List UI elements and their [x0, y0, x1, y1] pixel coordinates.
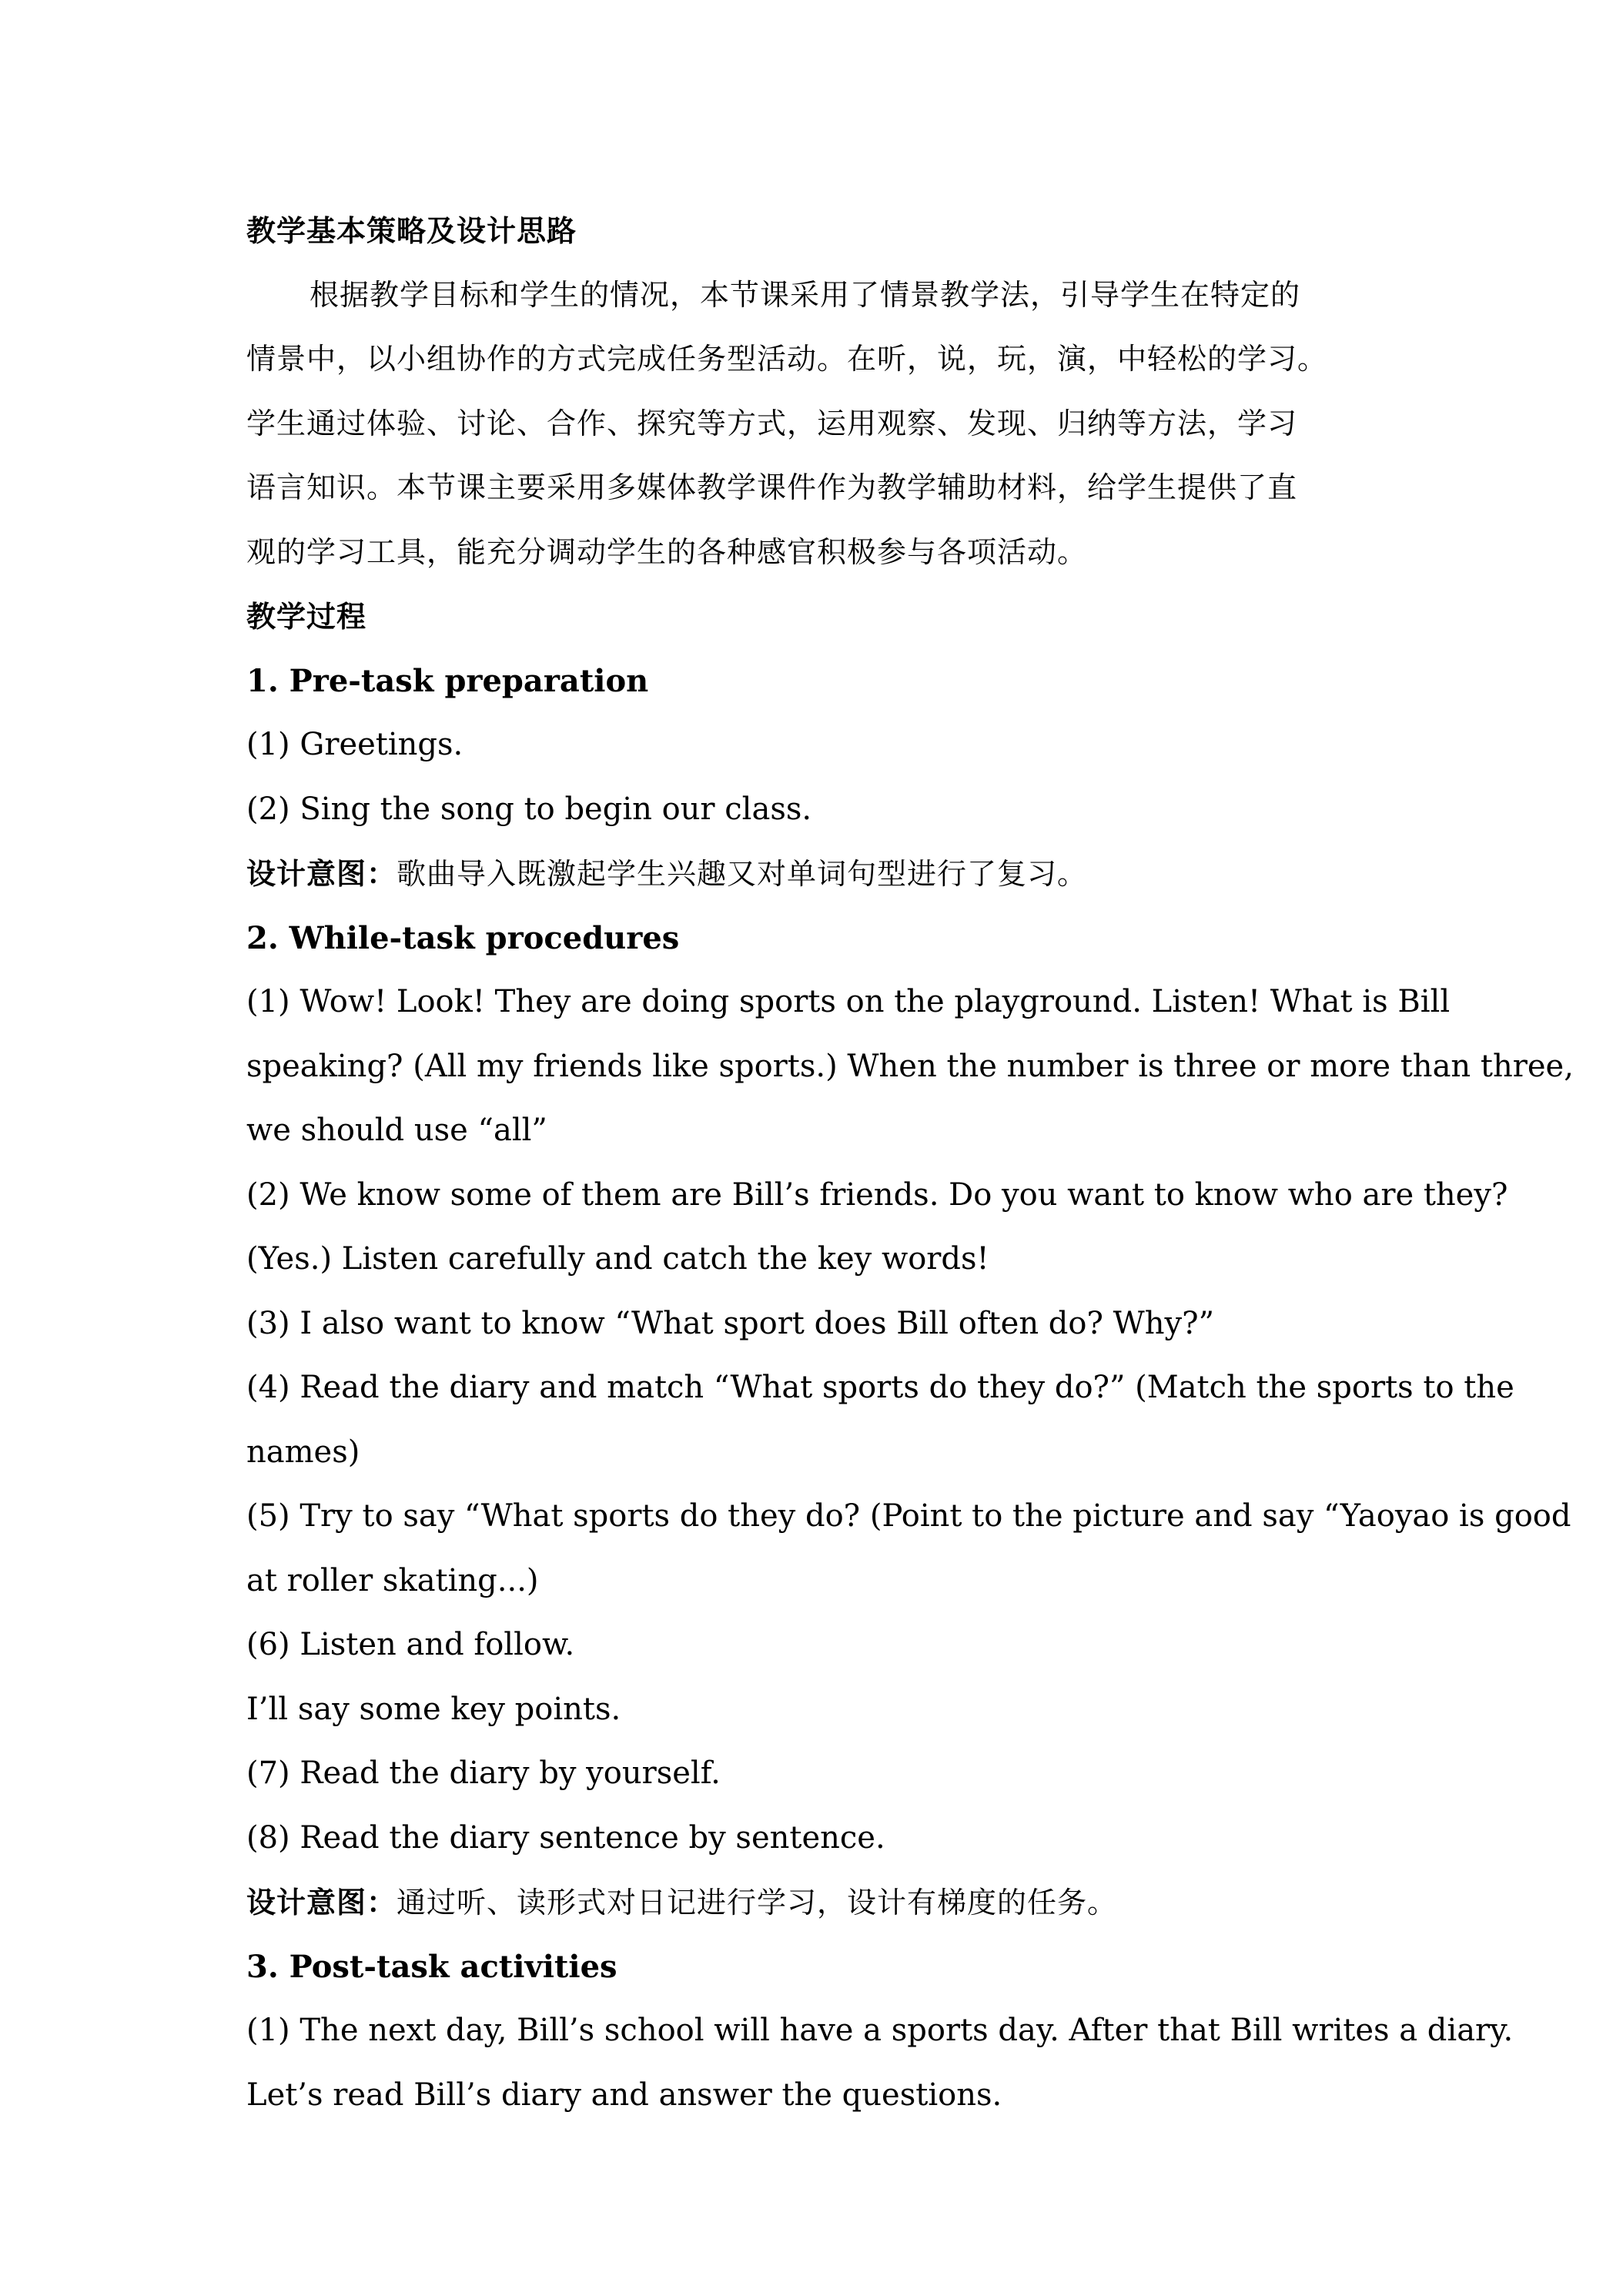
- while-task-line: (8) Read the diary sentence by sentence.: [246, 1819, 885, 1856]
- design-intent-label: 设计意图：: [246, 1885, 397, 1919]
- while-task-line: speaking? (All my friends like sports.) When the number is three or more than three,: [246, 1048, 1574, 1084]
- while-task-line: (1) Wow! Look! They are doing sports on the playground. Listen! What is Bill: [246, 984, 1451, 1019]
- strategy-paragraph-line: 根据教学目标和学生的情况，本节课采用了情景教学法，引导学生在特定的: [310, 277, 1301, 312]
- strategy-paragraph-line: 观的学习工具，能充分调动学生的各种感官积极参与各项活动。: [246, 534, 1088, 569]
- while-task-line: (4) Read the diary and match “What sports do they do?” (Match the sports to the: [246, 1370, 1514, 1405]
- while-task-line: (5) Try to say “What sports do they do? (Point to the picture and say “Yaoyao is good: [246, 1498, 1571, 1534]
- post-task-heading: 3. Post-task activities: [246, 1948, 617, 1985]
- pre-task-heading: 1. Pre-task preparation: [246, 662, 649, 699]
- while-task-line: I’ll say some key points.: [246, 1691, 621, 1727]
- while-task-line: (3) I also want to know “What sport does Bill often do? Why?”: [246, 1305, 1215, 1341]
- process-heading: 教学过程: [246, 599, 367, 634]
- while-task-line: we should use “all”: [246, 1113, 547, 1148]
- strategy-paragraph-line: 情景中，以小组协作的方式完成任务型活动。在听，说，玩，演，中轻松的学习。: [246, 342, 1328, 376]
- post-task-line: Let’s read Bill’s diary and answer the questions.: [246, 2077, 1002, 2113]
- post-task-line: (1) The next day, Bill’s school will have a sports day. After that Bill writes a diary.: [246, 2013, 1514, 2048]
- while-task-line: (2) We know some of them are Bill’s friends. Do you want to know who are they?: [246, 1176, 1508, 1213]
- strategy-paragraph-line: 语言知识。本节课主要采用多媒体教学课件作为教学辅助材料，给学生提供了直: [246, 470, 1298, 504]
- pre-task-item: (2) Sing the song to begin our class.: [246, 791, 812, 827]
- strategy-heading: 教学基本策略及设计思路: [246, 213, 577, 248]
- design-intent-text: 歌曲导入既激起学生兴趣又对单词句型进行了复习。: [397, 857, 1088, 891]
- strategy-paragraph-line: 学生通过体验、讨论、合作、探究等方式，运用观察、发现、归纳等方法，学习: [246, 406, 1298, 440]
- design-intent-label: 设计意图：: [246, 856, 397, 891]
- while-task-line: names): [246, 1434, 360, 1470]
- while-task-line: at roller skating...): [246, 1562, 539, 1598]
- while-task-design-intent: [246, 1870, 1378, 1935]
- while-task-heading: 2. While-task procedures: [246, 919, 680, 956]
- while-task-line: (6) Listen and follow.: [246, 1627, 575, 1662]
- pre-task-item: (1) Greetings.: [246, 727, 463, 762]
- design-intent-text: 通过听、读形式对日记进行学习，设计有梯度的任务。: [397, 1886, 1118, 1919]
- while-task-line: (Yes.) Listen carefully and catch the key words!: [246, 1241, 989, 1277]
- pre-task-design-intent: [246, 842, 1378, 906]
- while-task-line: (7) Read the diary by yourself.: [246, 1755, 721, 1791]
- document-page: [246, 199, 1574, 2127]
